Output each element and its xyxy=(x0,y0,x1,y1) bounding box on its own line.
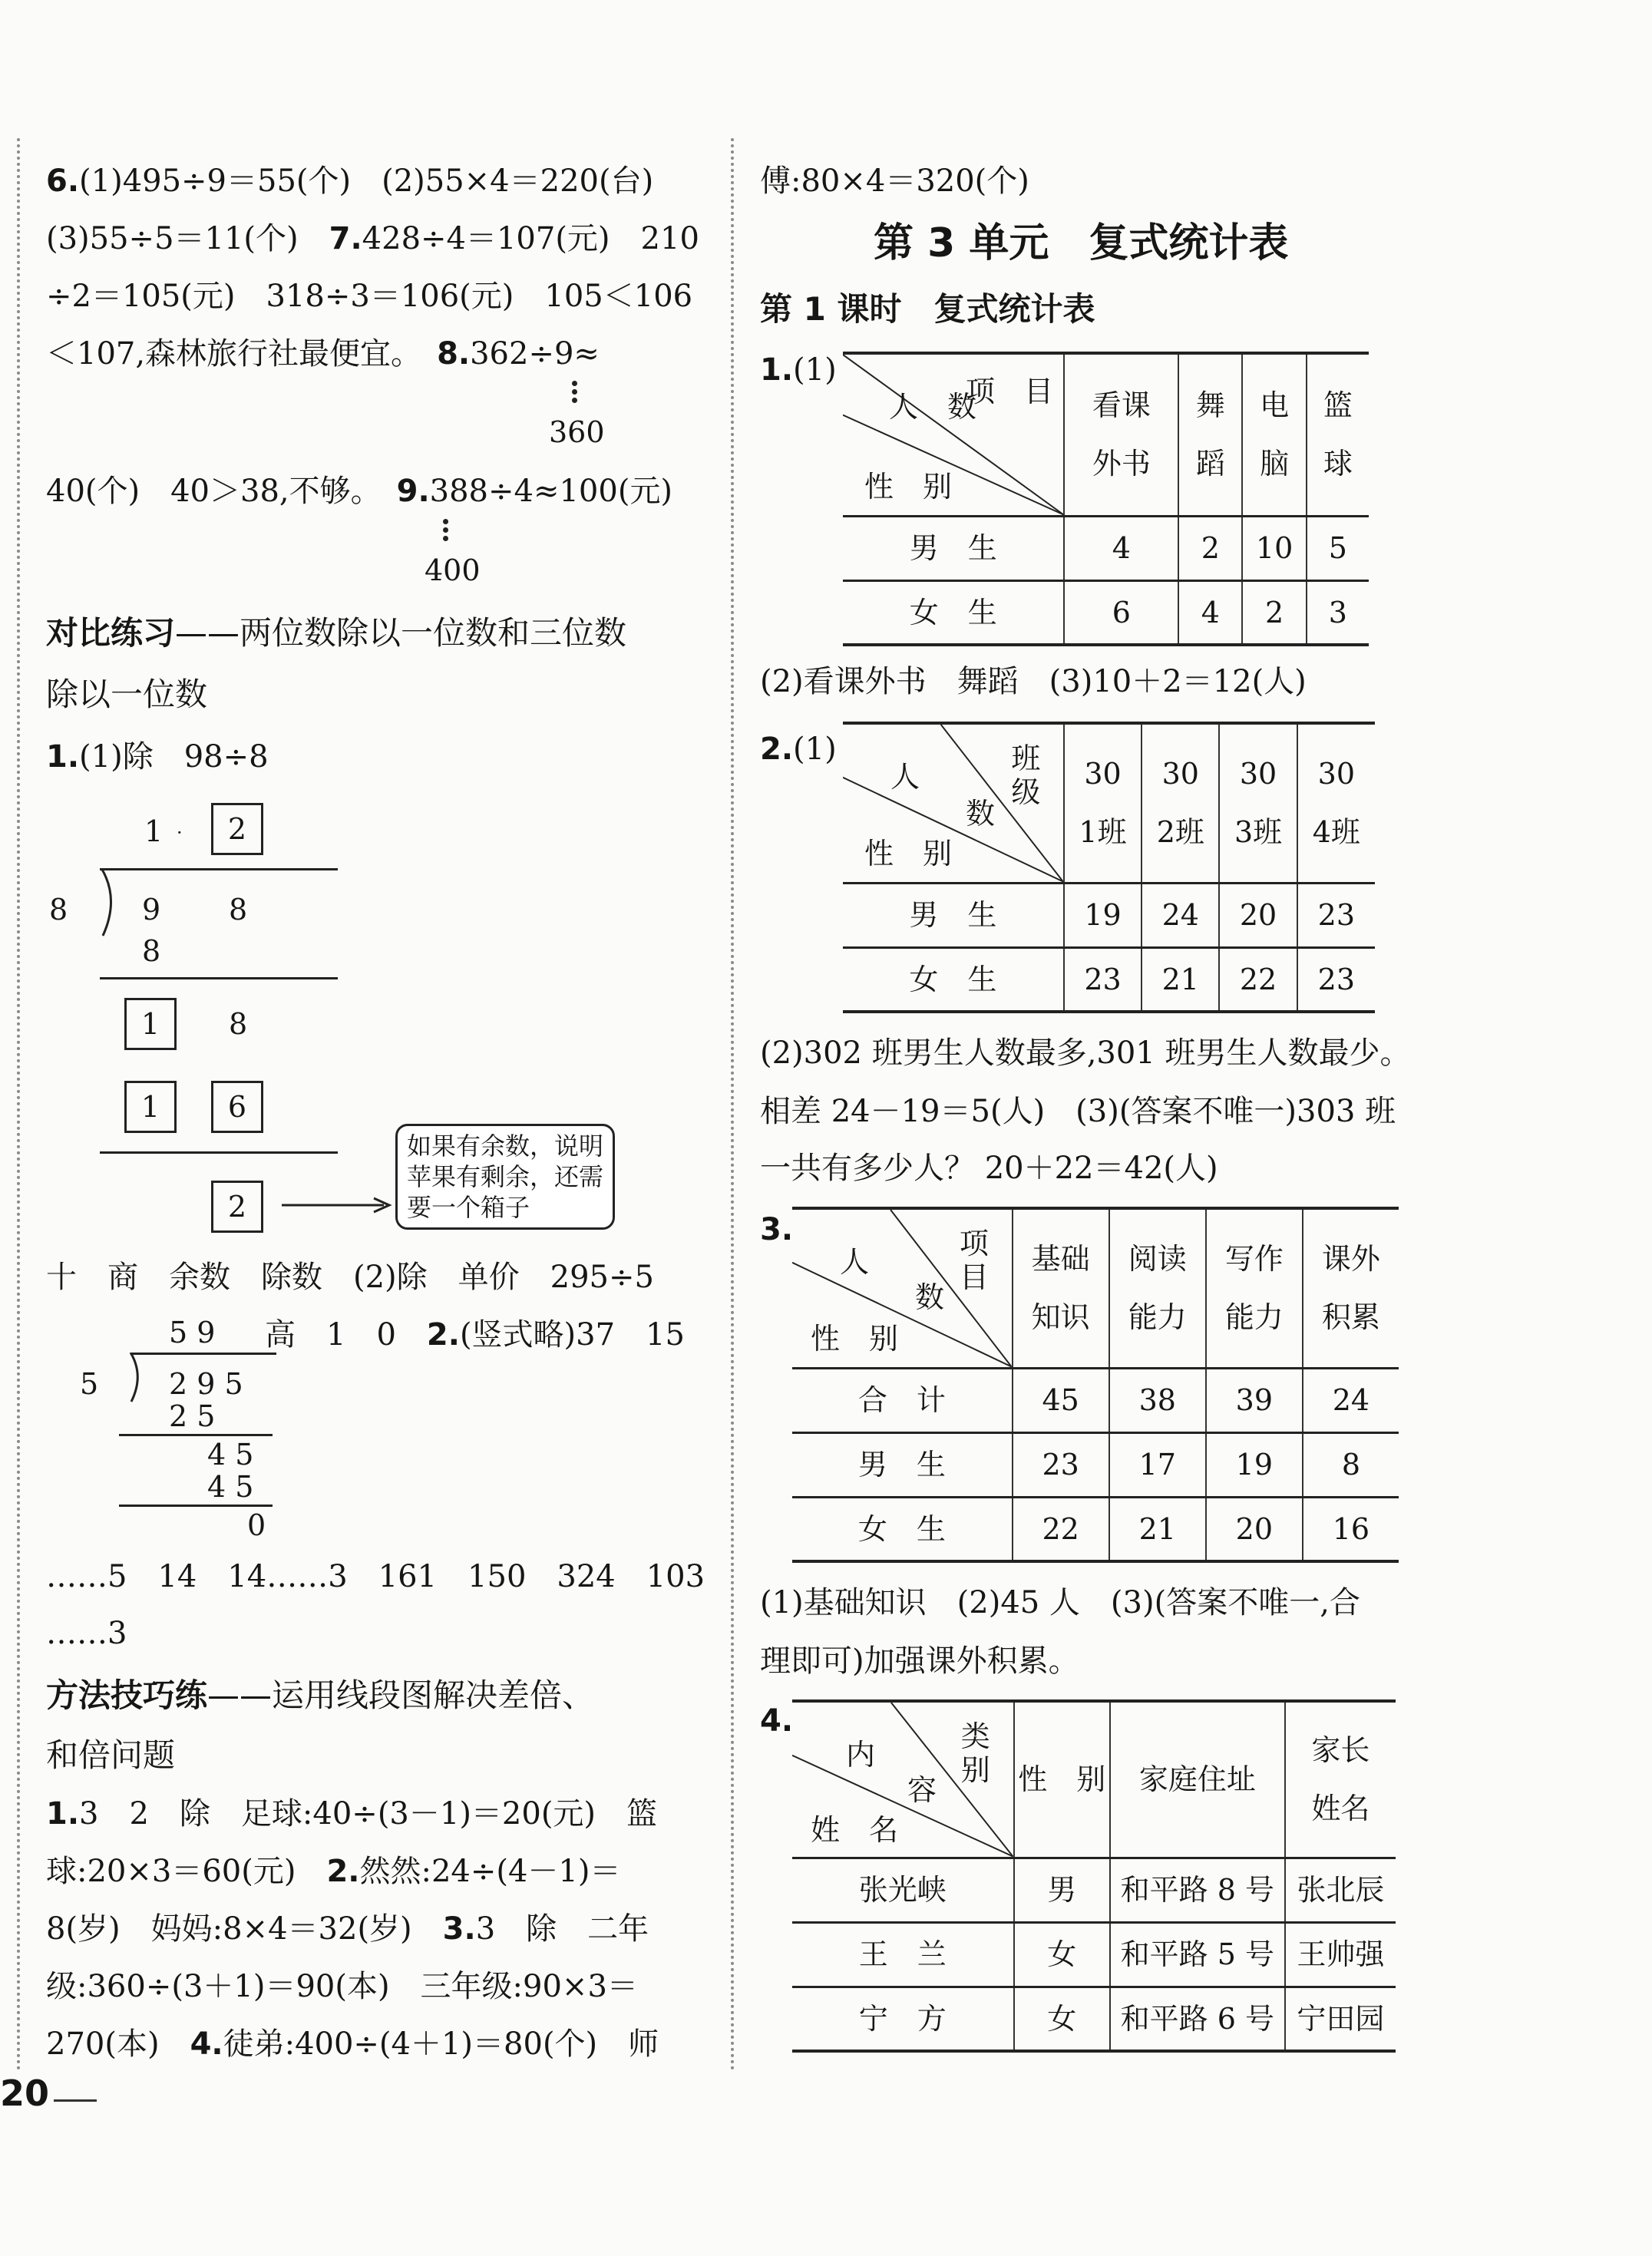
quotient-box: 2 xyxy=(211,803,263,855)
divisor: 8 xyxy=(49,893,68,927)
answer-line: 6.(1)495÷9＝55(个) (2)55×4＝220(台) xyxy=(46,164,654,199)
question-label: 3. xyxy=(760,1212,794,1247)
quotient: 5 9 xyxy=(169,1316,216,1349)
division-bracket xyxy=(100,868,123,937)
table-row: 合 计 45 38 39 24 xyxy=(792,1368,1399,1432)
answer-line: 1.3 2 除 足球:40÷(3－1)＝20(元) 篮 xyxy=(46,1796,658,1832)
diag-label: 姓 名 xyxy=(811,1813,899,1847)
diag-label: 人 xyxy=(890,760,920,794)
stat-table-2 xyxy=(843,722,1375,1013)
table-header: 基础知识 xyxy=(1013,1208,1109,1368)
subtrahend: 4 5 xyxy=(207,1470,254,1504)
answer-line: 相差 24－19＝5(人) (3)(答案不唯一)303 班 xyxy=(760,1094,1396,1129)
subtraction-bar xyxy=(119,1434,273,1436)
table-header: 家长姓名 xyxy=(1285,1701,1396,1858)
dividend: 2 9 5 xyxy=(169,1367,243,1401)
table-header: 课外积累 xyxy=(1303,1208,1399,1368)
answer-line: 傅:80×4＝320(个) xyxy=(760,164,1029,199)
section-title: 方法技巧练——运用线段图解决差倍、 xyxy=(46,1676,595,1714)
page-number-dash xyxy=(54,2099,97,2102)
speech-bubble: 如果有余数，说明 苹果有剩余，还需 要一个箱子 xyxy=(395,1124,615,1230)
table-row: 张光峡 男 和平路 8 号 张北辰 xyxy=(792,1858,1396,1922)
answer-line: 理即可)加强课外积累。 xyxy=(760,1643,1079,1679)
diag-label: 数 xyxy=(915,1280,945,1314)
margin-dotted-line xyxy=(17,138,20,2072)
answer-line: 球:20×3＝60(元) 2.然然:24÷(4－1)＝ xyxy=(46,1854,621,1889)
diag-label: 人 xyxy=(840,1245,870,1279)
answer-line: (2)看课外书 舞蹈 (3)10＋2＝12(人) xyxy=(760,664,1307,699)
table-header: 阅读能力 xyxy=(1109,1208,1206,1368)
answer-line: ……5 14 14……3 161 150 324 103 xyxy=(46,1559,705,1594)
dividend-digit: 9 xyxy=(142,893,161,927)
section-title: 对比练习——两位数除以一位数和三位数 xyxy=(46,614,627,652)
subtraction-bar xyxy=(100,977,338,979)
approx-value: 360 xyxy=(549,415,605,449)
remainder: 4 5 xyxy=(207,1438,254,1472)
diag-label: 人 数 xyxy=(889,390,977,424)
table-header: 篮球 xyxy=(1307,353,1369,516)
arrow-icon xyxy=(280,1194,395,1217)
answer-line: 级:360÷(3＋1)＝90(本) 三年级:90×3＝ xyxy=(46,1969,638,2004)
table-row: 男 生 4 2 10 5 xyxy=(843,516,1369,580)
stat-table-4 xyxy=(792,1699,1396,2053)
section-title-cont: 和倍问题 xyxy=(46,1736,176,1774)
answer-line: (3)55÷5＝11(个) 7.428÷4＝107(元) 210 xyxy=(46,221,699,256)
column-divider-dotted-line xyxy=(731,138,734,2072)
section-title-cont: 除以一位数 xyxy=(46,675,208,713)
diagonal-header xyxy=(843,353,1064,516)
diagonal-header xyxy=(792,1701,1019,1858)
answer-line: ÷2＝105(元) 318÷3＝106(元) 105＜106 xyxy=(46,279,693,314)
table-header: 电脑 xyxy=(1242,353,1306,516)
table-row: 女 生 23 21 22 23 xyxy=(843,947,1375,1012)
diag-label: 项 目 xyxy=(959,1227,1018,1294)
table-header: 303班 xyxy=(1219,723,1297,883)
answer-line: ＜107,森林旅行社最便宜。 8.362÷9≈ xyxy=(46,336,600,372)
table-row: 男 生 19 24 20 23 xyxy=(843,883,1375,947)
diag-label: 数 xyxy=(966,797,996,831)
diag-label: 性 别 xyxy=(864,470,953,504)
lesson-title: 第 1 课时 复式统计表 xyxy=(760,290,1095,328)
table-header: 家庭住址 xyxy=(1110,1701,1285,1858)
answer-line: 40(个) 40＞38,不够。 9.388÷4≈100(元) xyxy=(46,474,673,509)
approx-dots xyxy=(443,516,451,544)
page-number: 20 xyxy=(0,2073,50,2114)
diag-label: 容 xyxy=(907,1773,937,1807)
table-header: 写作能力 xyxy=(1206,1208,1303,1368)
approx-dots xyxy=(572,378,580,406)
subtrahend: 2 5 xyxy=(169,1399,216,1433)
table-header: 301班 xyxy=(1064,723,1142,883)
dividend-digit: 8 xyxy=(229,893,248,927)
table-row: 王 兰 女 和平路 5 号 王帅强 xyxy=(792,1922,1396,1987)
digit: 8 xyxy=(229,1007,248,1041)
division-bar xyxy=(100,868,338,870)
subtraction-bar xyxy=(100,1151,338,1154)
answer-line: ……3 xyxy=(46,1616,127,1651)
stat-table-1 xyxy=(843,352,1369,646)
remainder-box: 2 xyxy=(211,1181,263,1233)
answer-line: 高 1 0 2.(竖式略)37 15 xyxy=(265,1317,685,1353)
diag-label: 内 xyxy=(846,1738,876,1772)
dot: · xyxy=(177,822,183,844)
table-row: 宁 方 女 和平路 6 号 宁田园 xyxy=(792,1987,1396,2051)
answer-line: 1.(1)除 98÷8 xyxy=(46,739,269,775)
remainder-box: 1 xyxy=(124,998,177,1050)
answer-line: 8(岁) 妈妈:8×4＝32(岁) 3.3 除 二年 xyxy=(46,1911,649,1947)
question-label: 1.(1) xyxy=(760,352,837,388)
quotient-digit: 1 xyxy=(144,814,164,848)
diag-label: 性 别 xyxy=(811,1322,899,1356)
unit-title: 第 3 单元 复式统计表 xyxy=(874,220,1289,266)
divisor: 5 xyxy=(80,1367,99,1401)
diagonal-header xyxy=(843,723,1070,883)
division-bracket xyxy=(129,1353,147,1403)
answer-line: (1)基础知识 (2)45 人 (3)(答案不唯一,合 xyxy=(760,1585,1360,1620)
subtrahend-box: 6 xyxy=(211,1081,263,1133)
table-row: 女 生 22 21 20 16 xyxy=(792,1497,1399,1561)
answer-line: 一共有多少人？ 20＋22＝42(人) xyxy=(760,1151,1218,1186)
diag-label: 类 别 xyxy=(960,1719,1019,1787)
question-label: 2.(1) xyxy=(760,732,837,767)
diagonal-header xyxy=(792,1208,1018,1368)
stat-table-3 xyxy=(792,1207,1399,1563)
table-row: 女 生 6 4 2 3 xyxy=(843,580,1369,645)
question-label: 4. xyxy=(760,1703,794,1739)
table-row: 男 生 23 17 19 8 xyxy=(792,1432,1399,1497)
approx-value: 400 xyxy=(425,553,481,587)
answer-line: (2)302 班男生人数最多,301 班男生人数最少。 xyxy=(760,1036,1411,1071)
diag-label: 班 级 xyxy=(1011,742,1070,809)
diag-label: 性 别 xyxy=(864,837,953,870)
table-header: 304班 xyxy=(1297,723,1375,883)
subtrahend-box: 1 xyxy=(124,1081,177,1133)
remainder: 0 xyxy=(247,1508,266,1542)
answer-line: 十 商 余数 除数 (2)除 单价 295÷5 xyxy=(46,1260,654,1295)
table-header: 看课外书 xyxy=(1064,353,1178,516)
division-bar xyxy=(131,1353,276,1355)
table-header: 舞蹈 xyxy=(1178,353,1242,516)
subtraction-bar xyxy=(119,1505,273,1507)
answer-line: 270(本) 4.徒弟:400÷(4＋1)＝80(个) 师 xyxy=(46,2026,659,2062)
subtrahend-digit: 8 xyxy=(142,934,161,968)
table-header: 302班 xyxy=(1142,723,1219,883)
diag-label: 项 目 xyxy=(966,375,1054,408)
table-header: 性 别 xyxy=(1014,1701,1110,1858)
